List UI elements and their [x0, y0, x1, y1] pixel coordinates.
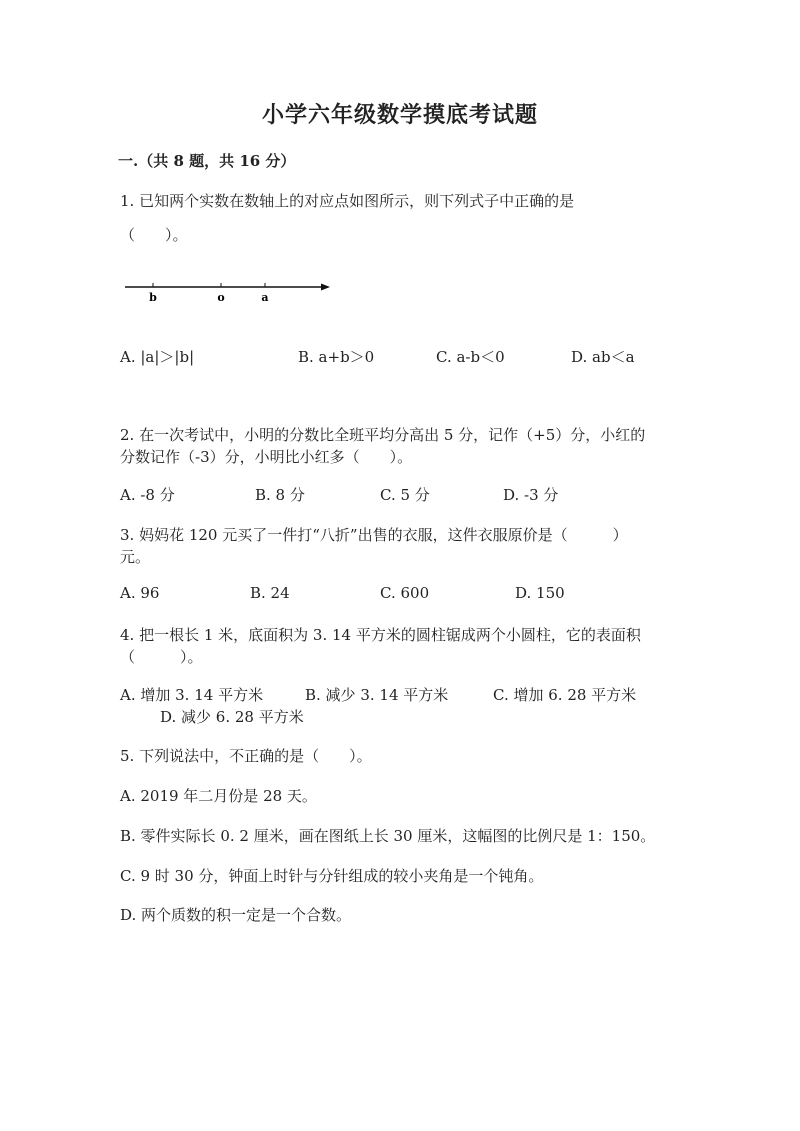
q2-stem-line2: 分数记作（-3）分，小明比小红多（ ）。	[120, 448, 413, 466]
label-o: o	[217, 291, 225, 304]
label-a: a	[261, 291, 269, 304]
page-title: 小学六年级数学摸底考试题	[261, 102, 538, 128]
q1-option-b: B. a+b＞0	[298, 348, 375, 366]
q3-stem-line2: 元。	[120, 548, 151, 566]
q1-option-c: C. a-b＜0	[436, 348, 505, 366]
q5-option-c: C. 9 时 30 分，钟面上时针与分针组成的较小夹角是一个钝角。	[120, 867, 544, 885]
q5-option-a: A. 2019 年二月份是 28 天。	[120, 787, 317, 805]
q5-option-b: B. 零件实际长 0. 2 厘米，画在图纸上长 30 厘米，这幅图的比例尺是 1：150。	[120, 827, 656, 845]
q1-option-a: A. |a|＞|b|	[120, 348, 195, 366]
q5-option-d: D. 两个质数的积一定是一个合数。	[120, 906, 352, 924]
number-line-figure	[120, 278, 340, 308]
q4-stem-line2: （ ）。	[120, 648, 203, 666]
q4-option-d: D. 减少 6. 28 平方米	[160, 708, 304, 726]
q3-option-a: A. 96	[120, 584, 160, 602]
q2-option-d: D. -3 分	[503, 486, 559, 504]
q4-option-b: B. 减少 3. 14 平方米	[305, 686, 449, 704]
q3-option-b: B. 24	[250, 584, 290, 602]
q4-stem-line1: 4. 把一根长 1 米，底面积为 3. 14 平方米的圆柱锯成两个小圆柱，它的表面积	[120, 626, 641, 644]
q3-option-d: D. 150	[515, 584, 565, 602]
q2-stem-line1: 2. 在一次考试中，小明的分数比全班平均分高出 5 分，记作（+5）分，小红的	[120, 426, 646, 444]
q4-option-a: A. 增加 3. 14 平方米	[120, 686, 264, 704]
q2-option-c: C. 5 分	[380, 486, 430, 504]
label-b: b	[149, 291, 157, 304]
q2-option-a: A. -8 分	[120, 486, 175, 504]
q1-stem-line2: （ ）。	[120, 226, 188, 244]
q3-option-c: C. 600	[380, 584, 430, 602]
q5-stem: 5. 下列说法中，不正确的是（ ）。	[120, 747, 372, 765]
q1-option-d: D. ab＜a	[571, 348, 635, 366]
q4-option-c: C. 增加 6. 28 平方米	[493, 686, 637, 704]
number-line-arrow	[321, 284, 330, 291]
section-heading: 一.（共 8 题，共 16 分）	[118, 152, 296, 170]
q2-option-b: B. 8 分	[255, 486, 305, 504]
q1-stem-line1: 1. 已知两个实数在数轴上的对应点如图所示，则下列式子中正确的是	[120, 192, 575, 210]
q3-stem-line1: 3. 妈妈花 120 元买了一件打“八折”出售的衣服，这件衣服原价是（ ）	[120, 526, 628, 544]
